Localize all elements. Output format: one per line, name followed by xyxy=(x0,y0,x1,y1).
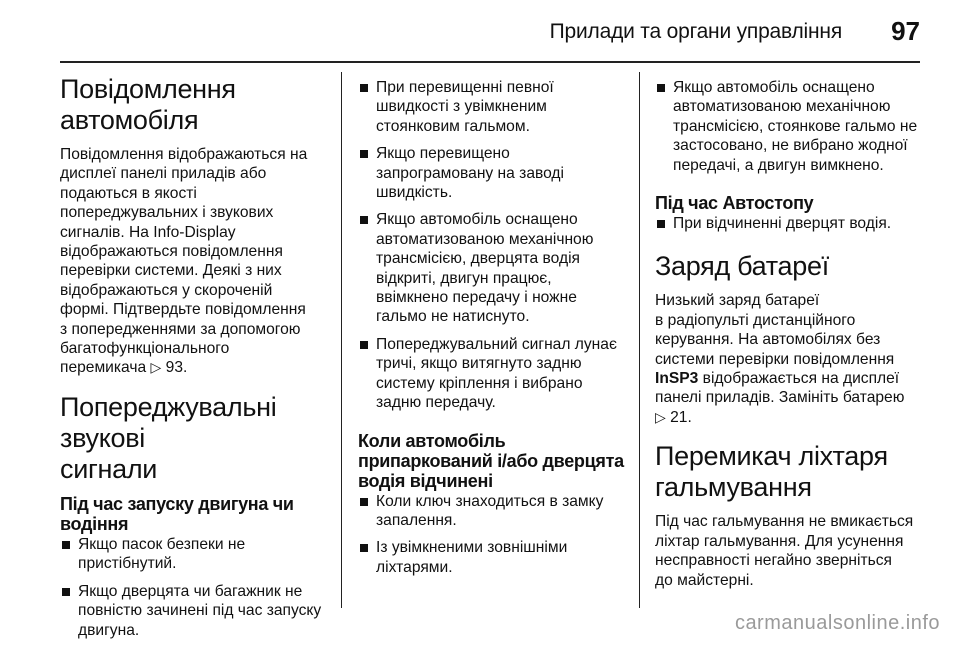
section-title-brake-light-switch: Перемикач ліхтаря гальмування xyxy=(655,441,888,503)
subsection-title-engine-start: Під час запуску двигуна чи водіння xyxy=(60,493,294,534)
insp3-label: InSP3 xyxy=(655,370,699,388)
autostop-list xyxy=(655,214,930,233)
bullet-icon xyxy=(360,544,368,552)
section-title-vehicle-messages: Повідомлення автомобіля xyxy=(60,74,236,135)
bullet-icon xyxy=(62,541,70,549)
bullet-icon xyxy=(360,150,368,158)
list-item: Якщо перевищено запрограмовану на заводі швидкість. xyxy=(358,144,626,202)
page-ref-arrow-icon: ▷ xyxy=(655,408,666,425)
header-rule xyxy=(60,61,920,63)
list-item: При перевищенні певної швидкості з увімкненим стоянковим гальмом. xyxy=(358,78,626,136)
list-item: При відчиненні дверцят водія. xyxy=(655,214,930,233)
list-item: Якщо автомобіль оснащено автоматизованою механічною трансмісією, стоянкове гальмо не застосовано, не вибрано жодної передачі, а двигун вимкнено. xyxy=(655,78,930,175)
bullet-icon xyxy=(360,84,368,92)
column-2 xyxy=(358,78,626,585)
column-1 xyxy=(60,74,328,648)
list-item: Із увімкненими зовнішніми ліхтарями. xyxy=(358,538,626,577)
section-title-warning-chimes: Попереджувальні звукові сигнали xyxy=(60,391,277,484)
page-ref-arrow-icon: ▷ xyxy=(150,359,162,376)
bullet-icon xyxy=(657,84,665,92)
bullet-icon xyxy=(360,341,368,349)
bullet-icon xyxy=(360,498,368,506)
page-header xyxy=(0,0,960,60)
list-item: Якщо дверцята чи багажник не повністю зачинені під час запуску двигуна. xyxy=(60,582,328,640)
column-divider-1 xyxy=(341,72,342,608)
watermark: carmanualsonline.info xyxy=(734,612,940,634)
list-item: Якщо пасок безпеки не пристібнутий. xyxy=(60,535,328,574)
column-3 xyxy=(655,78,930,590)
bullet-icon xyxy=(657,220,665,228)
section-title-battery-charge: Заряд батареї xyxy=(655,251,829,282)
column-divider-2 xyxy=(639,72,640,608)
bullet-icon xyxy=(62,588,70,596)
battery-charge-body: Низький заряд батареї в радіопульті дистанційного керування. На автомобілях без системи перевірки повідомлення InSP3 відображається на дисплеї панелі приладів. Замініть батарею ▷ 21. xyxy=(655,292,905,426)
chime-conditions-list xyxy=(358,78,626,413)
list-item: Якщо автомобіль оснащено автоматизованою механічною трансмісією, дверцята водія відкриті, двигун працює, ввімкнено передачу і ножне гальмо не натиснуто. xyxy=(358,210,626,326)
parked-list xyxy=(358,492,626,578)
engine-start-list xyxy=(60,535,328,640)
bullet-icon xyxy=(360,216,368,224)
page-number: 97 xyxy=(891,16,920,46)
list-item: Коли ключ знаходиться в замку запалення. xyxy=(358,492,626,531)
automated-transmission-list xyxy=(655,78,930,175)
subsection-title-autostop: Під час Автостопу xyxy=(655,193,814,214)
page-reference: 21. xyxy=(670,408,692,426)
page-reference: 93. xyxy=(165,359,188,377)
running-title: Прилади та органи управління xyxy=(549,20,842,43)
vehicle-messages-body: Повідомлення відображаються на дисплеї панелі приладів або подаються в якості попереджувальних і звукових сигналів. На Info-Display відображаються повідомлення перевірки системи. Деякі з них відображаються у скороченій формі. Підтвердьте повідомлення з попередженнями за допомогою багатофункціонального перемикача ▷ 93. xyxy=(60,146,308,377)
subsection-title-parked: Коли автомобіль припаркований і/або дверцята водія відчинені xyxy=(358,430,624,491)
brake-light-body: Під час гальмування не вмикається ліхтар гальмування. Для усунення несправності негайно зверніться до майстерні. xyxy=(655,513,914,589)
list-item: Попереджувальний сигнал лунає тричі, якщо витягнуто задню систему кріплення і вибрано задню передачу. xyxy=(358,335,626,413)
